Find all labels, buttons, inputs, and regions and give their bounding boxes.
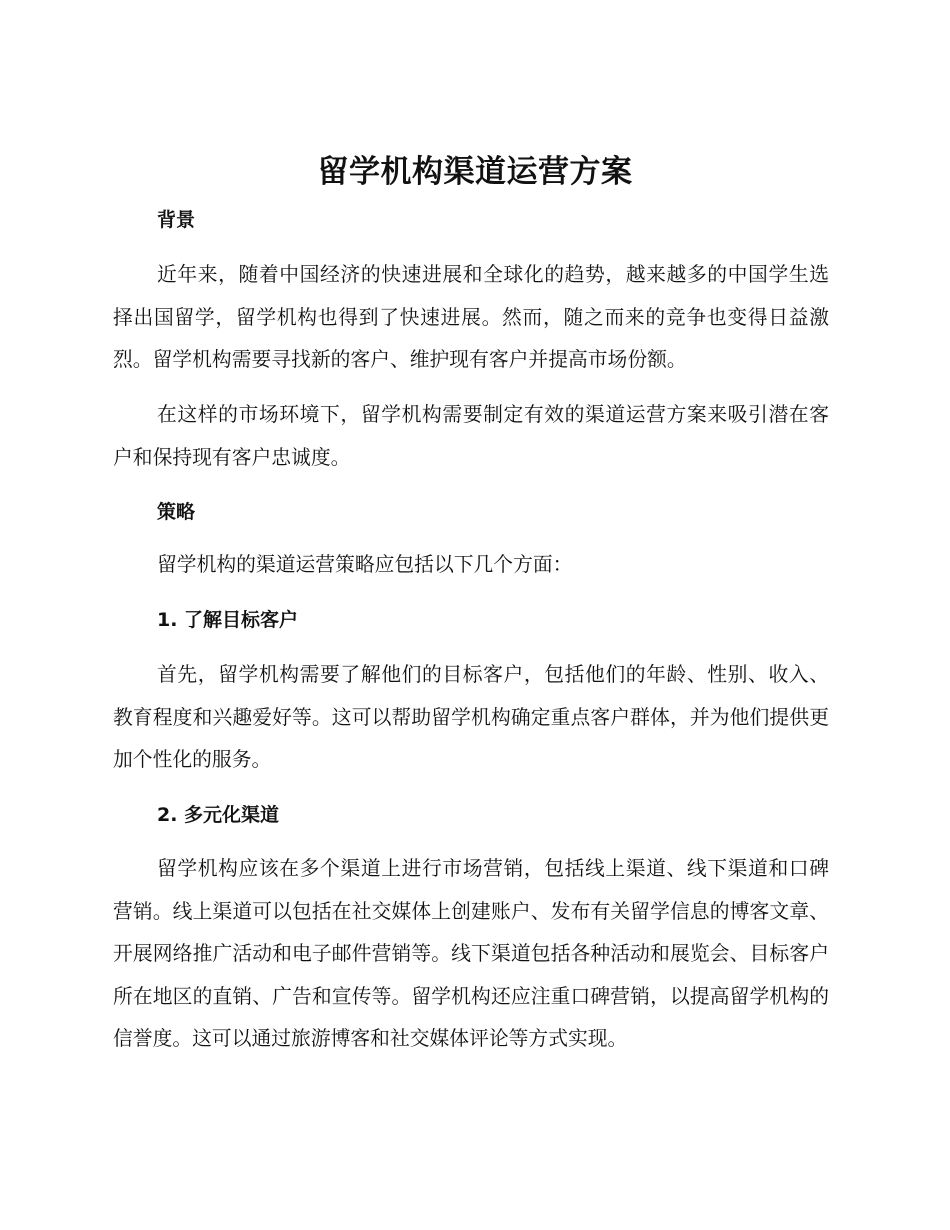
subheading-know-target-customers: 1. 了解目标客户 bbox=[157, 609, 299, 631]
section-heading-background: 背景 bbox=[157, 209, 196, 231]
document-title: 留学机构渠道运营方案 bbox=[317, 154, 633, 190]
background-paragraph-2: 在这样的市场环境下，留学机构需要制定有效的渠道运营方案来吸引潜在客户和保持现有客户忠诚度。 bbox=[113, 403, 829, 469]
strategy-intro-paragraph: 留学机构的渠道运营策略应包括以下几个方面： bbox=[157, 553, 573, 576]
know-target-customers-paragraph: 首先，留学机构需要了解他们的目标客户，包括他们的年龄、性别、收入、教育程度和兴趣爱好等。这可以帮助留学机构确定重点客户群体，并为他们提供更加个性化的服务。 bbox=[113, 663, 829, 771]
diversified-channels-paragraph: 留学机构应该在多个渠道上进行市场营销，包括线上渠道、线下渠道和口碑营销。线上渠道可以包括在社交媒体上创建账户、发布有关留学信息的博客文章、开展网络推广活动和电子邮件营销等。线下渠道包括各种活动和展览会、目标客户所在地区的直销、广告和宣传等。留学机构还应注重口碑营销，以提高留学机构的信誉度。这可以通过旅游博客和社交媒体评论等方式实现。 bbox=[113, 857, 829, 1050]
section-heading-strategy: 策略 bbox=[157, 501, 196, 523]
subheading-diversified-channels: 2. 多元化渠道 bbox=[157, 804, 280, 826]
background-paragraph-1: 近年来，随着中国经济的快速进展和全球化的趋势，越来越多的中国学生选择出国留学，留学机构也得到了快速进展。然而，随之而来的竞争也变得日益激烈。留学机构需要寻找新的客户、维护现有客户并提高市场份额。 bbox=[113, 263, 829, 371]
